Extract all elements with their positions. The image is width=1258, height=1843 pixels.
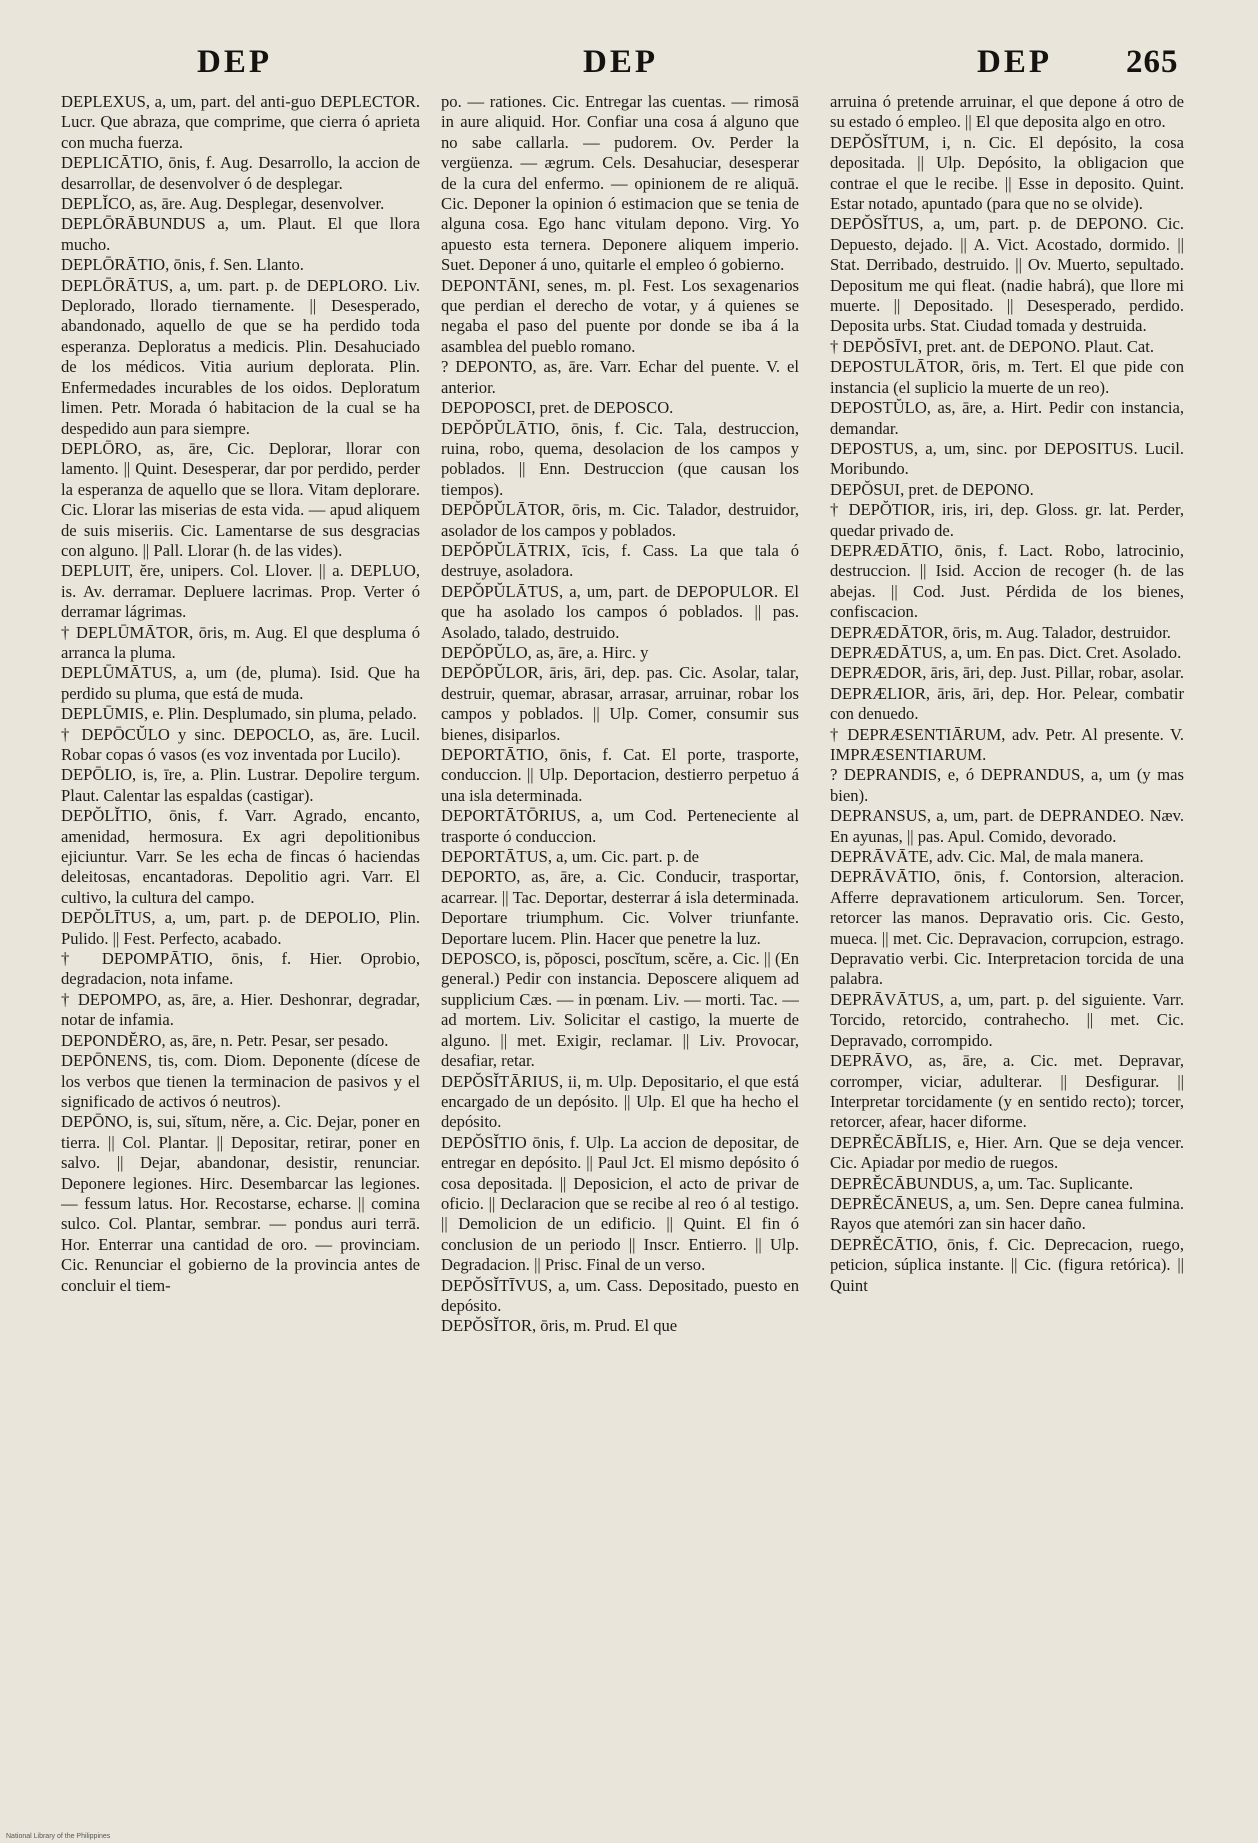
column-3	[830, 92, 1184, 1832]
dictionary-entry: † DEPŌCŬLO y sinc. DEPOCLO, as, āre. Lucil. Robar copas ó vasos (es voz inventada por Lucilo).	[61, 724, 420, 764]
dictionary-entry: DEPRĀVĀTE, adv. Cic. Mal, de mala manera.	[830, 847, 1144, 867]
dictionary-entry: DEPŎSĬTĪVUS, a, um. Cass. Depositado, puesto en depósito.	[441, 1275, 799, 1315]
dictionary-entry: DEPOSTŬLO, as, āre, a. Hirt. Pedir con instancia, demandar.	[830, 398, 1184, 438]
column-1	[61, 92, 420, 1832]
dictionary-entry: DEPŎSĬTUM, i, n. Cic. El depósito, la cosa depositada. || Ulp. Depósito, la obligacion que contrae el que le recibe. || Esse in deposito. Quint. Estar notado, apuntado (para que no se olvide).	[830, 132, 1184, 214]
dictionary-entry: DEPOPOSCI, pret. de DEPOSCO.	[441, 398, 674, 418]
dictionary-entry: po. — rationes. Cic. Entregar las cuentas. — rimosā in aure aliquid. Hor. Confiar una cosa á alguno que no sabe callarla. — pudorem. Ov. Perder la vergüenza. — ægrum. Cels. Desahuciar, desesperar de la cura del enfermo. — opinionem de re aliquā. Cic. Deponer la opinion ó estimacion que se tenia de alguna cosa. Ego hanc vitulam depono. Virg. Yo apuesto esta ternera. Deponere aliquem imperio. Suet. Deponer á uno, quitarle el empleo ó gobierno.	[441, 92, 799, 275]
dictionary-entry: DEPŎPŬLO, as, āre, a. Hirc. y	[441, 642, 649, 662]
dictionary-entry: DEPONDĔRO, as, āre, n. Petr. Pesar, ser pesado.	[61, 1030, 389, 1050]
dictionary-entry: DEPRANSUS, a, um, part. de DEPRANDEO. Næv. En ayunas, || pas. Apul. Comido, devorado.	[830, 806, 1184, 846]
dictionary-entry: DEPORTĀTUS, a, um. Cic. part. p. de	[441, 847, 700, 867]
dictionary-entry: DEPLUIT, ĕre, unipers. Col. Llover. || a. DEPLUO, is. Av. derramar. Depluere lacrimas. Prop. Verter ó derramar lágrimas.	[61, 561, 420, 622]
dictionary-entry: DEPLŌRĀTIO, ōnis, f. Sen. Llanto.	[61, 255, 304, 275]
running-head-center: DEP	[583, 44, 658, 80]
dictionary-entry: ? DEPONTO, as, āre. Varr. Echar del puente. V. el anterior.	[441, 357, 799, 397]
dictionary-entry: DEPRÆDĀTUS, a, um. En pas. Dict. Cret. Asolado.	[830, 642, 1182, 662]
dictionary-entry: † DEPŎTIOR, iris, iri, dep. Gloss. gr. lat. Perder, quedar privado de.	[830, 500, 1184, 540]
running-head-right: DEP	[977, 44, 1052, 80]
dictionary-entry: DEPŎPŬLOR, āris, āri, dep. pas. Cic. Asolar, talar, destruir, quemar, abrasar, arrasar, arruinar, robar los campos y poblados. || Ulp. Comer, consumir sus bienes, disiparlos.	[441, 663, 799, 744]
dictionary-entry: DEPRÆLIOR, āris, āri, dep. Hor. Pelear, combatir con denuedo.	[830, 683, 1184, 724]
dictionary-entry: DEPŎPŬLĀTRIX, īcis, f. Cass. La que tala ó destruye, asoladora.	[441, 540, 799, 581]
dictionary-entry: DEPLĬCO, as, āre. Aug. Desplegar, desenvolver.	[61, 194, 385, 214]
dictionary-entry: DEPLŌRO, as, āre, Cic. Deplorar, llorar con lamento. || Quint. Desesperar, dar por perdido, perder la esperanza de aquello que se llora. Vitam deplorare. Cic. Llorar las miserias de esta vida. — apud aliquem de suis miseriis. Cic. Lamentarse de sus desgracias con alguno. || Pall. Llorar (h. de las vides).	[61, 438, 420, 560]
dictionary-entry: † DEPRÆSENTIĀRUM, adv. Petr. Al presente. V. IMPRÆSENTIARUM.	[830, 724, 1184, 764]
dictionary-entry: DEPLEXUS, a, um, part. del anti-guo DEPLECTOR. Lucr. Que abraza, que comprime, que cierra ó aprieta con mucha fuerza.	[61, 92, 420, 152]
dictionary-entry: DEPORTO, as, āre, a. Cic. Conducir, trasportar, acarrear. || Tac. Deportar, desterrar á isla determinada. Deportare triumphum. Cic. Volver triunfante. Deportare lucem. Plin. Hacer que penetre la luz.	[441, 867, 799, 948]
dictionary-entry: DEPŎSĬTUS, a, um, part. p. de DEPONO. Cic. Depuesto, dejado. || A. Vict. Acostado, dormido. || Stat. Derribado, destruido. || Ov. Muerto, sepultado. Depositum me qui fleat. (nadie habrá), que llore mi muerte. || Depositado. || Desesperado, perdido. Deposita urbs. Stat. Ciudad tomada y destruida.	[830, 214, 1184, 336]
dictionary-entry: † DEPOMPO, as, āre, a. Hier. Deshonrar, degradar, notar de infamia.	[61, 989, 420, 1030]
column-2	[441, 92, 799, 1832]
dictionary-entry: DEPRĀVĀTIO, ōnis, f. Contorsion, alteracion. Afferre depravationem articulorum. Sen. Torcer, retorcer las manos. Depravatio oris. Cic. Gesto, mueca. || met. Cic. Depravacion, corrupcion, estrago. Depravatio verbi. Cic. Interpretacion torcida de una palabra.	[830, 867, 1184, 989]
library-watermark: National Library of the Philippines	[6, 1833, 111, 1840]
dictionary-entry: † DEPŎSĪVI, pret. ant. de DEPONO. Plaut. Cat.	[830, 336, 1155, 356]
dictionary-entry: DEPŎLĬTIO, ōnis, f. Varr. Agrado, encanto, amenidad, hermosura. Ex agri depolitionibus ejiciuntur. Varr. Se les echa de fincas ó haciendas deleitosas, encantadoras. Depolitio agri. Varr. El cultivo, la cultura del campo.	[61, 806, 420, 907]
dictionary-entry: DEPŎSUI, pret. de DEPONO.	[830, 479, 1034, 499]
dictionary-entry: DEPOSTULĀTOR, ōris, m. Tert. El que pide con instancia (el suplicio la muerte de un reo).	[830, 357, 1184, 397]
dictionary-entry: DEPRĔCĀBUNDUS, a, um. Tac. Suplicante.	[830, 1173, 1134, 1193]
running-head-left: DEP	[197, 44, 272, 80]
dictionary-entry: DEPRĔCĀBĬLIS, e, Hier. Arn. Que se deja vencer. Cic. Apiadar por medio de ruegos.	[830, 1132, 1184, 1173]
dictionary-entry: DEPLICĀTIO, ōnis, f. Aug. Desarrollo, la accion de desarrollar, de desenvolver ó de desplegar.	[61, 153, 420, 193]
dictionary-entry: DEPRĔCĀTIO, ōnis, f. Cic. Deprecacion, ruego, peticion, súplica instante. || Cic. (figura retórica). || Quint	[830, 1234, 1184, 1295]
dictionary-entry: DEPŎPŬLĀTUS, a, um, part. de DEPOPULOR. El que ha asolado los campos ó poblados. || pas. Asolado, talado, destruido.	[441, 581, 799, 642]
dictionary-entry: DEPŎPŬLĀTOR, ōris, m. Cic. Talador, destruidor, asolador de los campos y poblados.	[441, 500, 799, 540]
dictionary-entry: DEPLŪMĀTUS, a, um (de, pluma). Isid. Que ha perdido su pluma, que está de muda.	[61, 663, 420, 703]
page-number: 265	[1126, 44, 1179, 80]
dictionary-entry: † DEPLŪMĀTOR, ōris, m. Aug. El que despluma ó arranca la pluma.	[61, 622, 420, 662]
dictionary-entry: DEPOSCO, is, pŏposci, poscĭtum, scĕre, a. Cic. || (En general.) Pedir con instancia. Deposcere aliquem ad supplicium Cæs. — in pœnam. Liv. — morti. Tac. — ad mortem. Liv. Solicitar el castigo, la muerte de alguno. || met. Exigir, reclamar. || Liv. Provocar, desafiar, retar.	[441, 949, 799, 1071]
dictionary-entry: † DEPOMPĀTIO, ōnis, f. Hier. Oprobio, degradacion, nota infame.	[61, 949, 420, 989]
dictionary-entry: DEPŎSĬTIO ōnis, f. Ulp. La accion de depositar, de entregar en depósito. || Paul Jct. El mismo depósito ó cosa depositada. || Deposicion, el acto de privar de oficio. || Declaracion que se recibe al reo ó al testigo. || Demolicion de un edificio. || Quint. El fin ó conclusion de un periodo || Inscr. Entierro. || Ulp. Degradacion. || Prisc. Final de un verso.	[441, 1132, 799, 1275]
dictionary-entry: DEPRÆDOR, āris, āri, dep. Just. Pillar, robar, asolar.	[830, 663, 1184, 683]
dictionary-entry: DEPRĀVĀTUS, a, um, part. p. del siguiente. Varr. Torcido, retorcido, contrahecho. || met. Cic. Depravado, corrompido.	[830, 989, 1184, 1050]
dictionary-entry: DEPRÆDĀTIO, ōnis, f. Lact. Robo, latrocinio, destruccion. || Isid. Accion de recoger (h. de las abejas. || Cod. Just. Pérdida de los bienes, confiscacion.	[830, 540, 1184, 622]
dictionary-entry: DEPŌNENS, tis, com. Diom. Deponente (dícese de los verbos que tienen la terminacion de pasivos y el significado de activos ó neutros).	[61, 1051, 420, 1111]
dictionary-entry: DEPOSTUS, a, um, sinc. por DEPOSITUS. Lucil. Moribundo.	[830, 438, 1184, 479]
dictionary-entry: DEPŎSĬTOR, ōris, m. Prud. El que	[441, 1316, 678, 1336]
dictionary-entry: ? DEPRANDIS, e, ó DEPRANDUS, a, um (y mas bien).	[830, 765, 1184, 805]
dictionary-entry: DEPORTĀTIO, ōnis, f. Cat. El porte, trasporte, conduccion. || Ulp. Deportacion, destierro perpetuo á una isla determinada.	[441, 745, 799, 805]
dictionary-entry: DEPORTĀTŌRIUS, a, um Cod. Perteneciente al trasporte ó conduccion.	[441, 806, 799, 846]
dictionary-entry: DEPŌNO, is, sui, sĭtum, nĕre, a. Cic. Dejar, poner en tierra. || Col. Plantar. || Depositar, retirar, poner en salvo. || Dejar, abandonar, desistir, renunciar. Deponere legiones. Hirc. Desembarcar las legiones. — fessum latus. Hor. Recostarse, echarse. || comina sulco. Col. Plantar, sembrar. — pondus auri terrā. Hor. Enterrar una cantidad de oro. — provinciam. Cic. Renunciar el gobierno de la provincia antes de concluir el tiem-	[61, 1112, 420, 1295]
dictionary-entry: DEPLŪMIS, e. Plin. Desplumado, sin pluma, pelado.	[61, 704, 417, 724]
dictionary-entry: DEPŌLIO, is, īre, a. Plin. Lustrar. Depolire tergum. Plaut. Calentar las espaldas (castigar).	[61, 765, 420, 805]
dictionary-entry: DEPŎLĪTUS, a, um, part. p. de DEPOLIO, Plin. Pulido. || Fest. Perfecto, acabado.	[61, 908, 420, 948]
dictionary-entry: DEPŎPŬLĀTIO, ōnis, f. Cic. Tala, destruccion, ruina, robo, quema, desolacion de los campos y poblados. || Enn. Destruccion (que causan los tiempos).	[441, 418, 799, 499]
dictionary-entry: DEPLŌRĀTUS, a, um. part. p. de DEPLORO. Liv. Deplorado, llorado tiernamente. || Desesperado, abandonado, aquello de que se ha perdido toda esperanza. Deploratus a medicis. Plin. Desahuciado de los médicos. Vitia aurium deplorata. Plin. Enfermedades incurables de los oidos. Deploratum limen. Petr. Morada ó habitacion de la cual se ha despedido aun para siempre.	[61, 275, 420, 438]
dictionary-entry: arruina ó pretende arruinar, el que depone á otro de su estado ó empleo. || El que deposita algo en otro.	[830, 92, 1184, 132]
dictionary-entry: DEPONTĀNI, senes, m. pl. Fest. Los sexagenarios que perdian el derecho de votar, y á quienes se negaba el paso del puente por donde se iba á la asamblea del pueblo romano.	[441, 275, 799, 356]
dictionary-entry: DEPRÆDĀTOR, ōris, m. Aug. Talador, destruidor.	[830, 622, 1171, 642]
dictionary-entry: DEPŎSĬTĀRIUS, ii, m. Ulp. Depositario, el que está encargado de un depósito. || Ulp. El que ha hecho el depósito.	[441, 1071, 799, 1132]
dictionary-entry: DEPLŌRĀBUNDUS a, um. Plaut. El que llora mucho.	[61, 214, 420, 254]
dictionary-entry: DEPRĔCĀNEUS, a, um. Sen. Depre canea fulmina. Rayos que atemóri zan sin hacer daño.	[830, 1193, 1184, 1234]
dictionary-entry: DEPRĀVO, as, āre, a. Cic. met. Depravar, corromper, viciar, adulterar. || Desfigurar. || Interpretar torcidamente (y en sentido recto); torcer, retorcer, afear, hacer diforme.	[830, 1051, 1184, 1132]
